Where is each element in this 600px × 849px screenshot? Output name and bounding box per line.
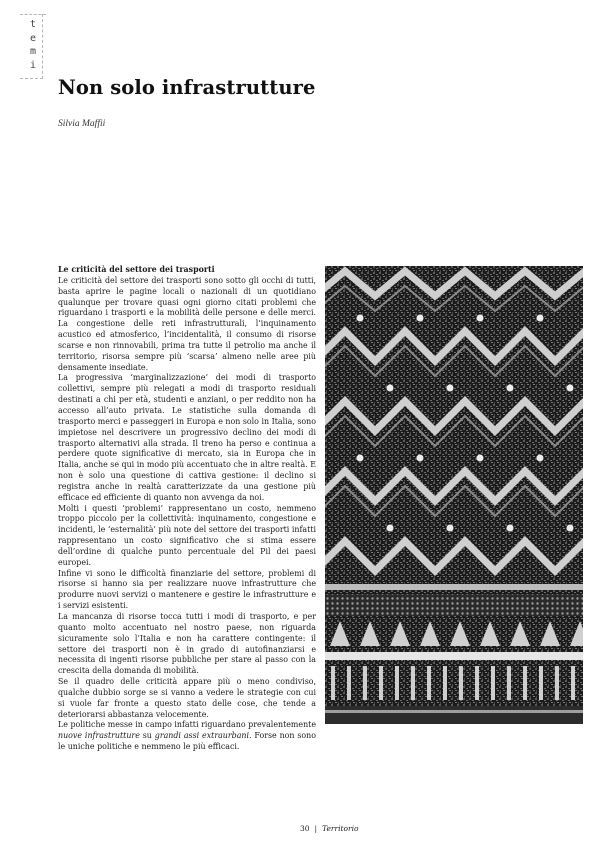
section-letter: i [29, 59, 37, 71]
article-author: Silvia Maffii [58, 119, 106, 129]
section-tab-border [20, 14, 46, 15]
footer-separator: | [314, 824, 318, 833]
textile-photo [325, 266, 583, 724]
paragraph: La progressiva ‘marginalizzazione’ dei modi di trasporto collettivi, sempre più relegati a modi di trasporto residuali destinati a chi per età, studenti e anziani, o per reddito non ha accesso all’auto privata. Le statistiche sulla domanda di trasporto merci e passeggeri in Europa e non solo in Italia, sono impietose nel descrivere un progressivo declino dei modi di trasporto alternativi alla strada. Il treno ha perso e continua a perdere quote significative di mercato, sia in Europa che in Italia, anche se qui in modo più accentuato che in altre realtà. E non è solo una questione di cattiva gestione: il declino si registra anche in realtà caratterizzate da una gestione più efficace ed efficiente di quanto non avvenga da noi. [58, 373, 316, 502]
paragraph: Molti i questi ‘problemi’ rappresentano un costo, nemmeno troppo piccolo per la collettività: inquinamento, congestione e incidenti, le ‘esternalità’ più note del settore dei trasporti infatti rappresentano un costo significativo che si stima essere dell’ordine di qualche punto percentuale del Pil dei paesi europei. [58, 503, 316, 567]
section-letter: t [29, 19, 37, 30]
text-run: su [139, 731, 155, 741]
page-footer [300, 824, 359, 833]
paragraph: La mancanza di risorse tocca tutti i modi di trasporto, e per quanto molto accentuato nel nostro paese, non riguarda sicuramente solo l’Italia e non ha carattere contingente: il settore dei trasporti non è in grado di autofinanziarsi e necessita di ingenti risorse pubbliche per stare al passo con la crescita della domanda di mobilità. [58, 612, 316, 676]
section-letter: e [29, 32, 37, 44]
paragraph: Le criticità del settore dei trasporti sono sotto gli occhi di tutti, basta aprire le pagine locali o nazionali di un quotidiano qualunque per trovare quasi ogni giorno citati problemi che riguardano i trasporti e la mobilità delle persone e delle merci. La congestione delle reti infrastrutturali, l’inquinamento acustico ed atmosferico, l’incidentalità, il consumo di risorse scarse e non rinnovabili, prima tra tutte il petrolio ma anche il territorio, risorsa sempre più ‘scarsa’ almeno nelle aree più densamente insediate. [58, 275, 316, 372]
section-label [26, 18, 40, 72]
text-run: Le politiche messe in campo infatti riguardano prevalentemente [58, 720, 316, 730]
article-body [58, 265, 316, 753]
paragraph: Se il quadro delle criticità appare più o meno condiviso, qualche dubbio sorge se si vanno a vedere le strategie con cui si vuole far fronte a questo stato delle cose, che tende a deteriorarsi abbastanza velocemente. [58, 677, 316, 719]
section-tab [20, 14, 43, 79]
paragraph: Infine vi sono le difficoltà finanziarie del settore, problemi di risorse si hanno sia per realizzare nuove infrastrutture che produrre nuovi servizi o mantenere e gestire le infrastrutture e i servizi esistenti. [58, 568, 316, 611]
paragraph-last [58, 720, 316, 753]
article-title: Non solo infrastrutture [58, 76, 316, 99]
page-number: 30 [300, 824, 310, 833]
emphasis: grandi assi extraurbani [154, 731, 250, 741]
textile-pattern [325, 266, 583, 724]
magazine-name: Territorio [322, 824, 359, 833]
emphasis: nuove infrastrutture [58, 731, 140, 741]
section-heading: Le criticità del settore dei trasporti [58, 265, 215, 274]
text-run: . Forse non sono le uniche politiche e nemmeno le più efficaci. [58, 731, 316, 752]
section-letter: m [29, 46, 37, 57]
